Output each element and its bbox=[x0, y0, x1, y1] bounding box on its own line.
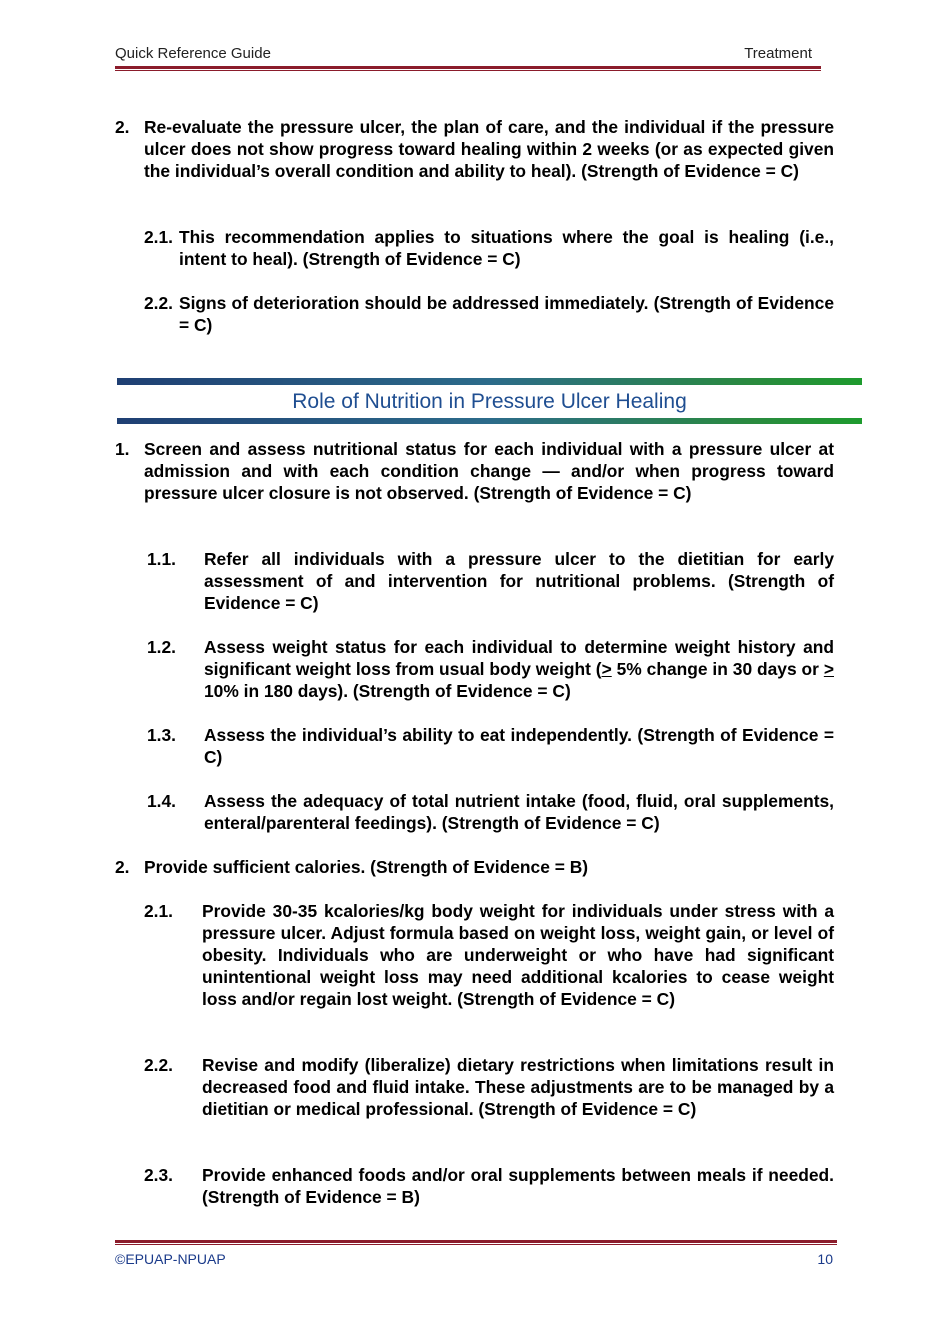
section-band-bottom bbox=[117, 418, 862, 424]
gte-symbol: > bbox=[823, 659, 834, 679]
header-title: Quick Reference Guide bbox=[115, 45, 271, 62]
item-number: 1.2. bbox=[147, 637, 177, 657]
page-number: 10 bbox=[817, 1251, 833, 1267]
recommendation-text: Revise and modify (liberalize) dietary restrictions when limitations result in decreased food and fluid intake. These adjustments are to be managed by a dietitian or medical professional. (Strength of Evidence = C) bbox=[202, 1055, 834, 1119]
copyright: ©EPUAP-NPUAP bbox=[115, 1251, 226, 1267]
item-number: 2.1. bbox=[144, 901, 174, 921]
item-number: 1. bbox=[115, 439, 130, 459]
recommendation-text: Assess the individual’s ability to eat independently. (Strength of Evidence = C) bbox=[204, 725, 834, 767]
recommendation-text: Provide enhanced foods and/or oral supplements between meals if needed. (Strength of Evidence = B) bbox=[202, 1165, 834, 1207]
recommendation-text: Assess weight status for each individual to determine weight history and significant weight loss from usual body weight (> 5% change in 30 days or > 10% in 180 days). (Strength of Evidence = C) bbox=[204, 637, 834, 701]
item-number: 2.1. bbox=[144, 227, 174, 247]
item-number: 2.2. bbox=[144, 293, 174, 313]
section-title: Role of Nutrition in Pressure Ulcer Healing bbox=[292, 390, 687, 413]
recommendation-text: Re-evaluate the pressure ulcer, the plan of care, and the individual if the pressure ulcer does not show progress toward healing within 2 weeks (or as expected given the individual’s overall condition and ability to heal). (Strength of Evidence = C) bbox=[144, 117, 834, 181]
item-number: 1.4. bbox=[147, 791, 177, 811]
footer-rule bbox=[115, 1240, 837, 1245]
gte-symbol: > bbox=[601, 659, 612, 679]
section-band-top bbox=[117, 378, 862, 385]
recommendation-text: This recommendation applies to situations where the goal is healing (i.e., intent to heal). (Strength of Evidence = C) bbox=[179, 227, 834, 269]
item-number: 1.3. bbox=[147, 725, 177, 745]
item-number: 2.2. bbox=[144, 1055, 174, 1075]
recommendation-text: Provide sufficient calories. (Strength of Evidence = B) bbox=[144, 857, 589, 877]
recommendation-text: Refer all individuals with a pressure ulcer to the dietitian for early assessment of and intervention for nutritional problems. (Strength of Evidence = C) bbox=[204, 549, 834, 613]
item-number: 2.3. bbox=[144, 1165, 174, 1185]
recommendation-text: Assess the adequacy of total nutrient intake (food, fluid, oral supplements, enteral/parenteral feedings). (Strength of Evidence = C) bbox=[204, 791, 834, 833]
item-number: 1.1. bbox=[147, 549, 177, 569]
recommendation-text: Screen and assess nutritional status for each individual with a pressure ulcer at admission and with each condition change — and/or when progress toward pressure ulcer closure is not observed. (Strength of Evidence = C) bbox=[144, 439, 834, 503]
recommendation-text: Signs of deterioration should be addressed immediately. (Strength of Evidence = C) bbox=[179, 293, 834, 335]
recommendation-text: Provide 30-35 kcalories/kg body weight for individuals under stress with a pressure ulcer. Adjust formula based on weight loss, weight gain, or level of obesity. Individuals who are underweight or who have had significant unintentional weight loss may need additional kcalories to cease weight loss and/or regain lost weight. (Strength of Evidence = C) bbox=[202, 901, 834, 1009]
item-number: 2. bbox=[115, 117, 130, 137]
header-rule bbox=[115, 66, 821, 71]
header-section: Treatment bbox=[744, 45, 812, 62]
item-number: 2. bbox=[115, 857, 130, 877]
